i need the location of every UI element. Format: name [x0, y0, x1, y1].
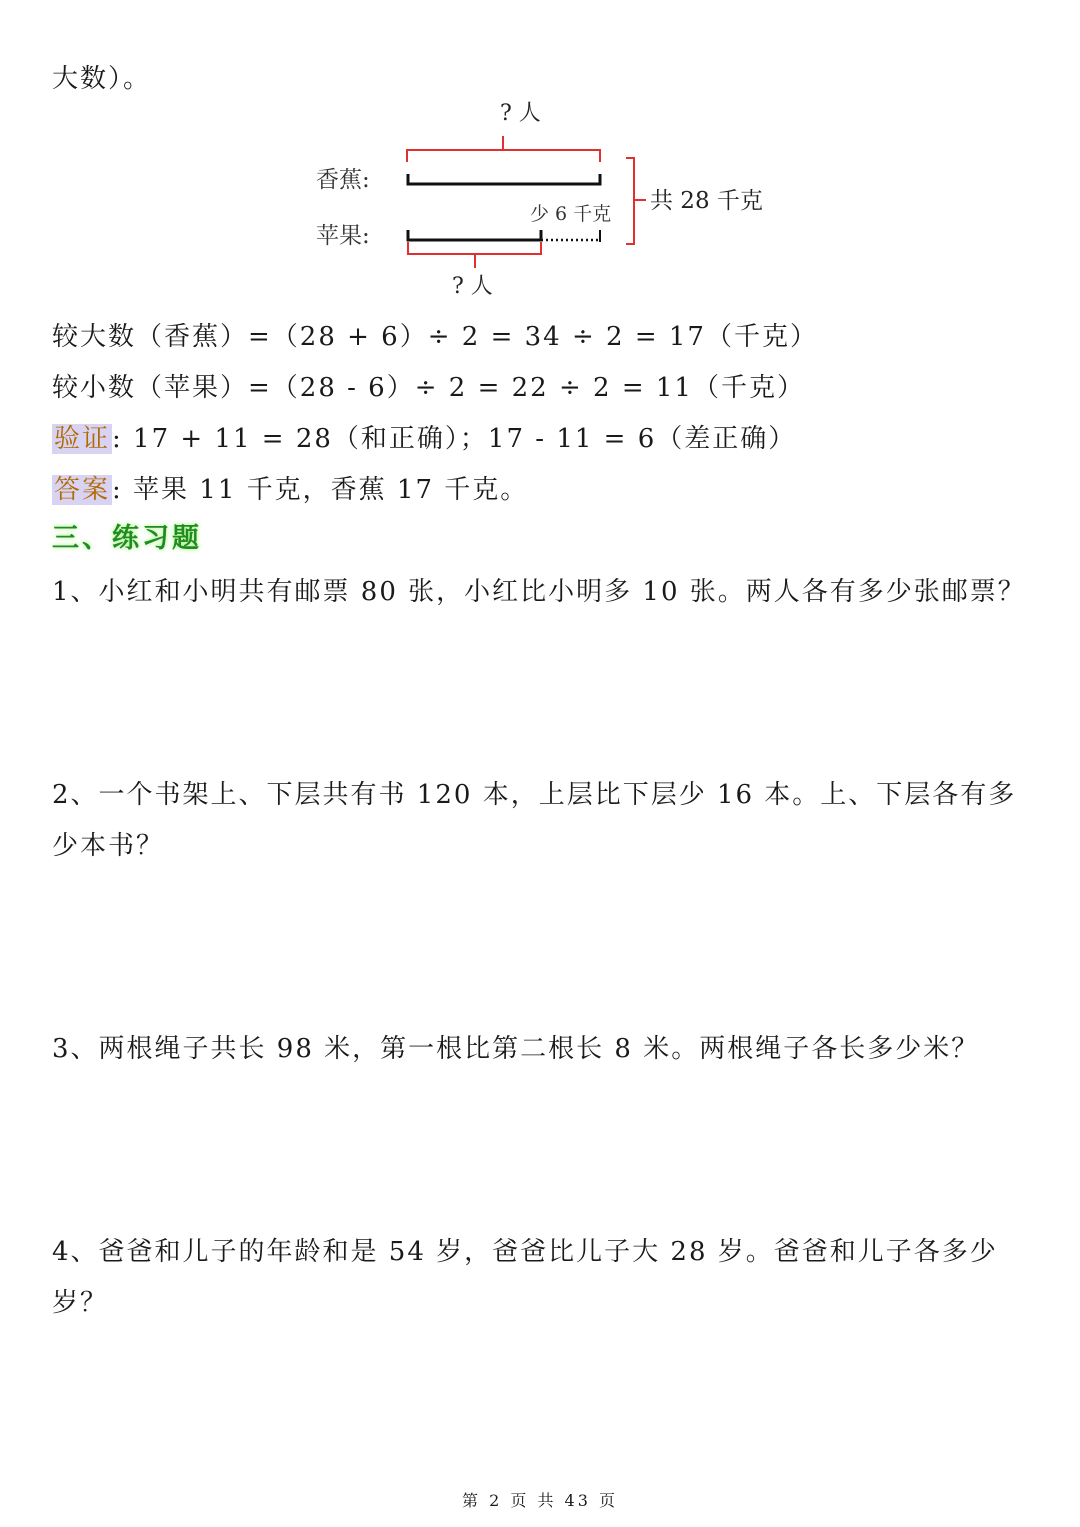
- question-1: 1、小红和小明共有邮票 80 张，小红比小明多 10 张。两人各有多少张邮票？: [52, 577, 1026, 607]
- answer-tag: 答案: [54, 475, 111, 505]
- verify-tag: 验证: [54, 424, 111, 454]
- calc-smaller: 较小数（苹果）=（28 - 6）÷ 2 = 22 ÷ 2 = 11（千克）: [52, 373, 805, 403]
- apple-segment: [408, 230, 541, 240]
- question-2-cont: 少本书？: [52, 831, 165, 861]
- question-2: 2、一个书架上、下层共有书 120 本，上层比下层少 16 本。上、下层各有多: [52, 780, 1017, 810]
- question-4: 4、爸爸和儿子的年龄和是 54 岁，爸爸比儿子大 28 岁。爸爸和儿子各多少: [52, 1237, 998, 1267]
- intro-tail: 大数）。: [52, 64, 152, 94]
- verify-line: [52, 418, 796, 455]
- verify-text: : 17 + 11 = 28（和正确）；17 - 11 = 6（差正确）: [112, 424, 797, 454]
- question-3: 3、两根绳子共长 98 米，第一根比第二根长 8 米。两根绳子各长多少米？: [52, 1034, 980, 1064]
- calc-larger: 较大数（香蕉）=（28 + 6）÷ 2 = 34 ÷ 2 = 17（千克）: [52, 322, 818, 352]
- answer-line: [52, 469, 528, 506]
- page-footer: 第 2 页 共 43 页: [462, 1491, 618, 1510]
- total-label: 共 28 千克: [650, 188, 763, 214]
- diagram-bottom-label: ? 人: [452, 274, 493, 299]
- banana-segment: [408, 174, 600, 184]
- banana-label: 香蕉:: [316, 167, 370, 193]
- question-4-cont: 岁？: [52, 1288, 109, 1318]
- section-title: 三、练习题: [52, 523, 202, 554]
- apple-label: 苹果:: [316, 223, 370, 249]
- answer-text: : 苹果 11 千克，香蕉 17 千克。: [112, 475, 529, 505]
- diagram-top-label: ? 人: [500, 101, 541, 126]
- less-label: 少 6 千克: [530, 203, 612, 225]
